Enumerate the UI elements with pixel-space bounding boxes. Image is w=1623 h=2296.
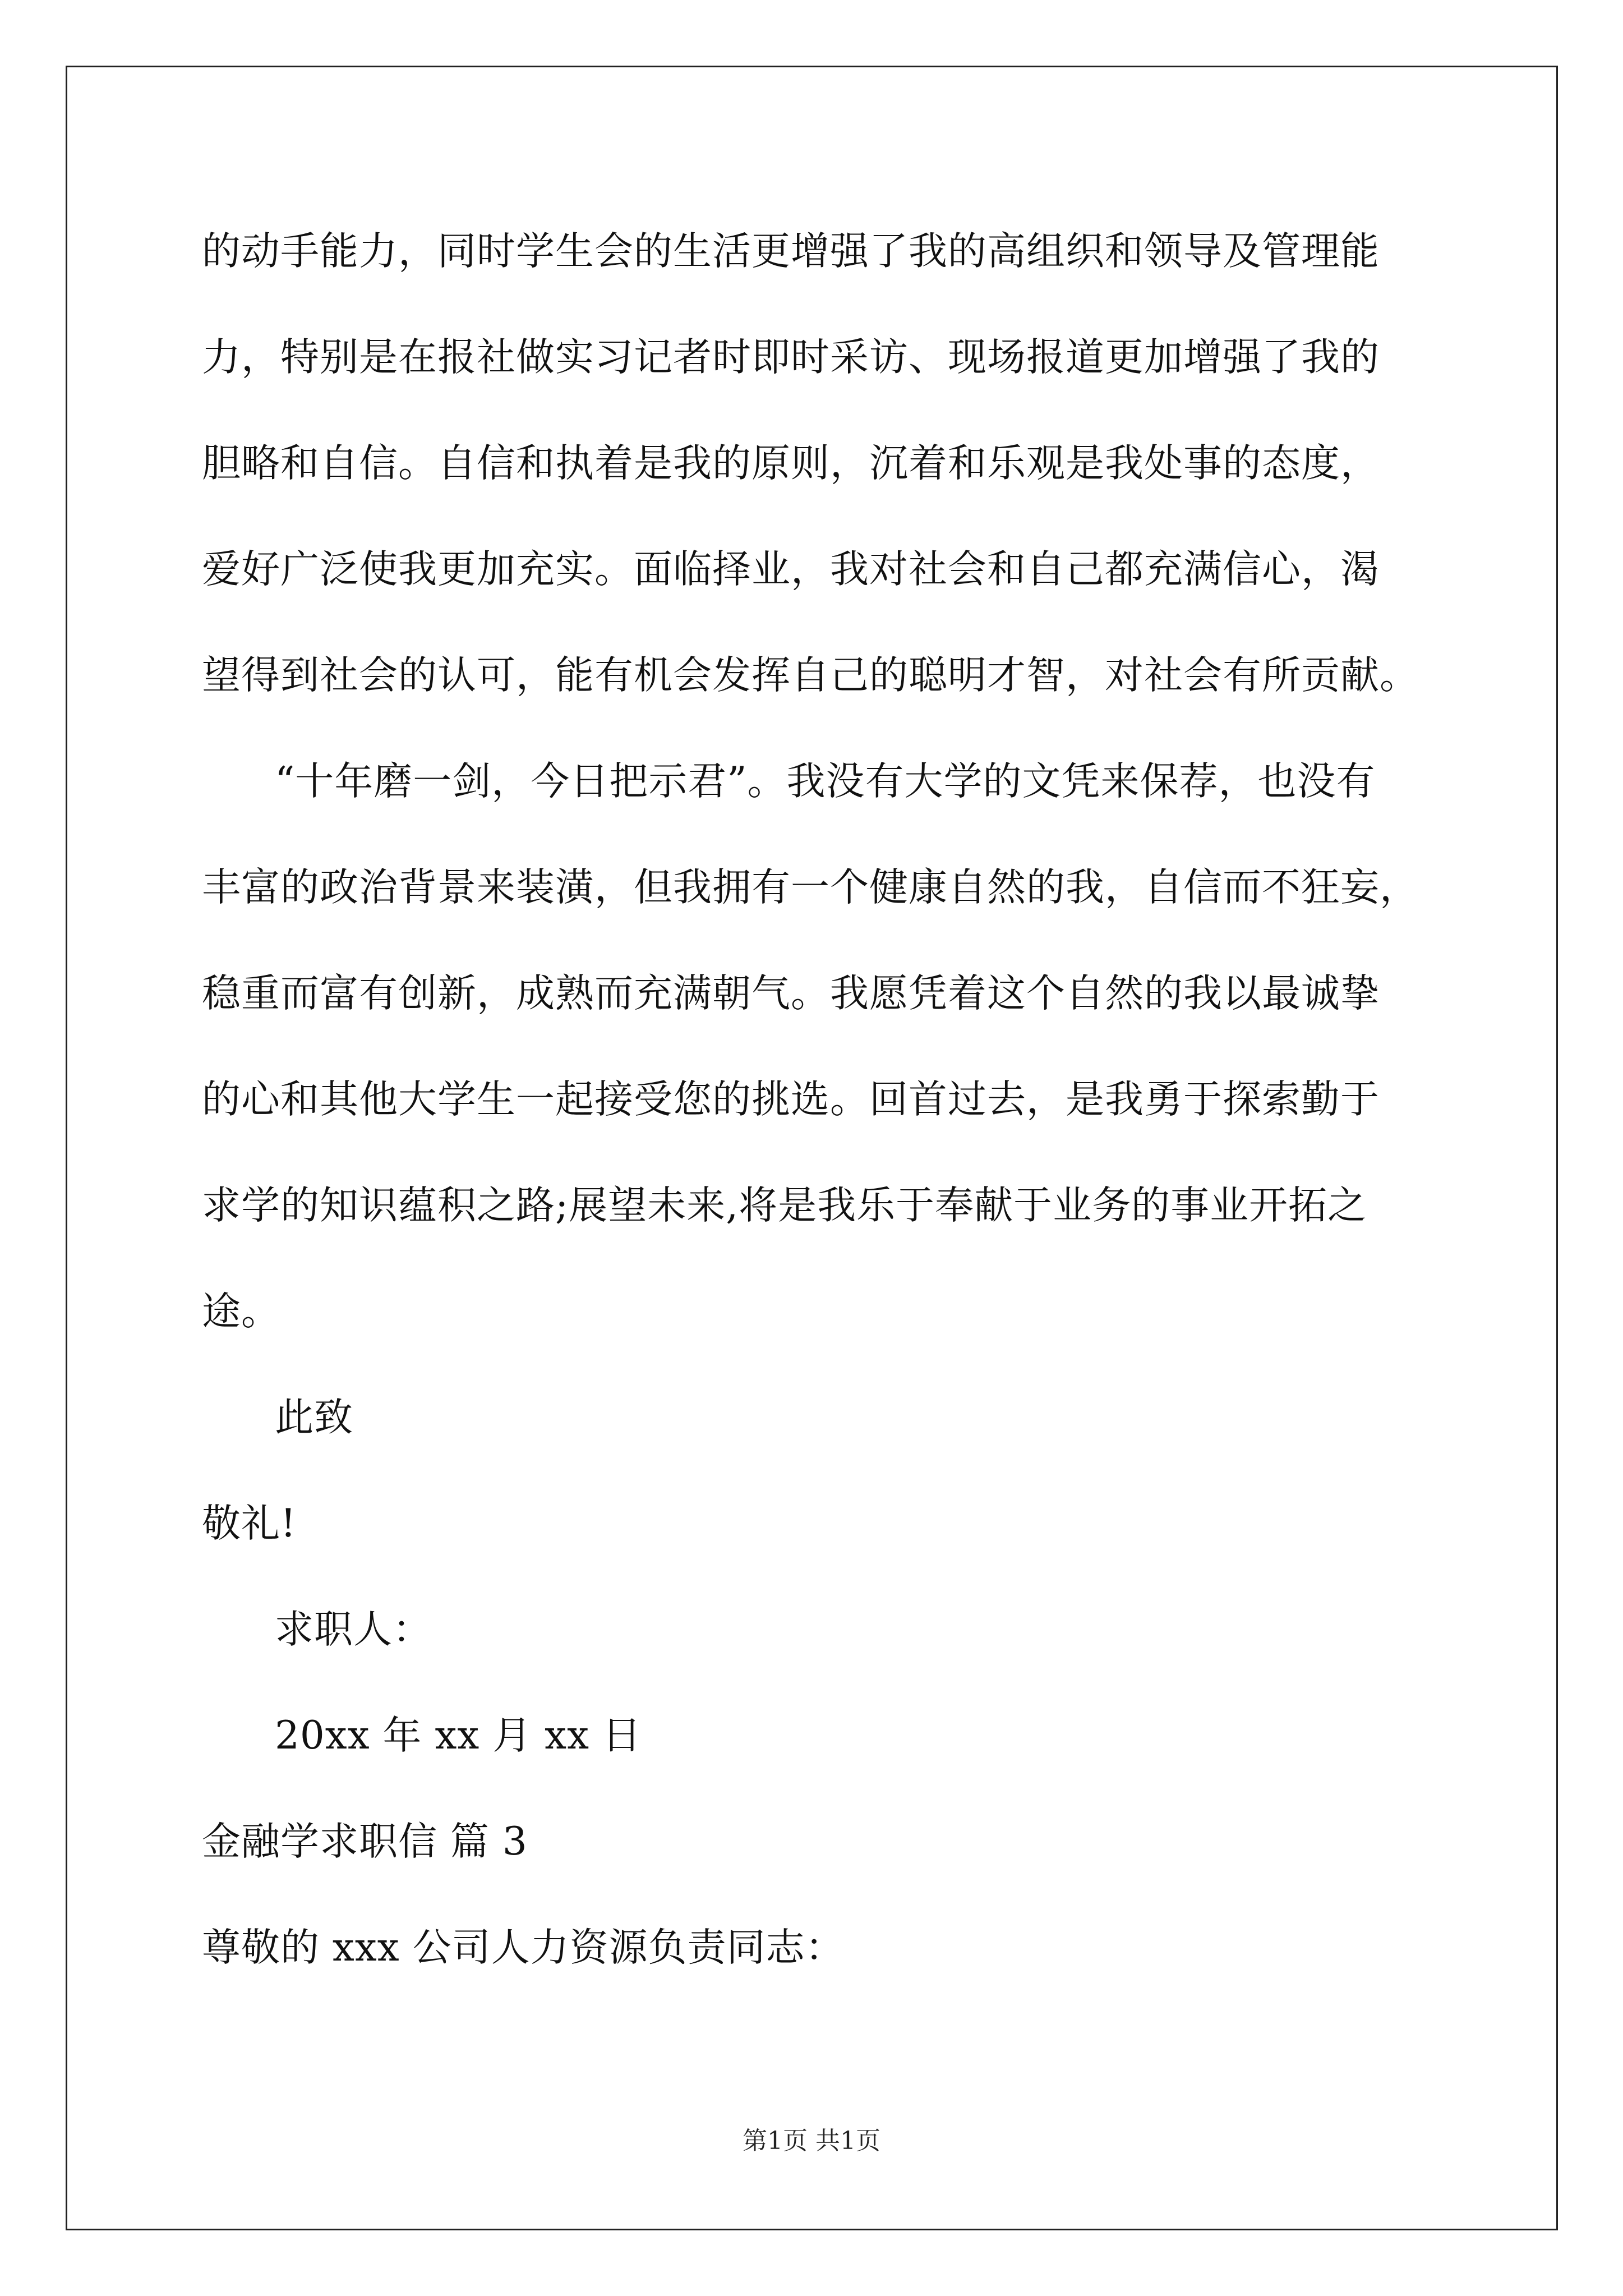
closing-regards: 敬礼! xyxy=(202,1501,297,1546)
body-line-10: 求学的知识蕴积之路;展望未来,将是我乐于奉献于业务的事业开拓之 xyxy=(202,1183,1367,1228)
body-line-4: 爱好广泛使我更加充实。面临择业，我对社会和自己都充满信心，渴 xyxy=(202,547,1380,592)
body-line-7: 丰富的政治背景来装潢，但我拥有一个健康自然的我，自信而不狂妄， xyxy=(202,865,1419,910)
page-number-footer: 第1页 共1页 xyxy=(743,2127,880,2155)
body-line-2: 力，特别是在报社做实习记者时即时采访、现场报道更加增强了我的 xyxy=(202,335,1380,380)
body-line-9: 的心和其他大学生一起接受您的挑选。回首过去，是我勇于探索勤于 xyxy=(202,1077,1380,1122)
closing-salutation: 此致 xyxy=(275,1395,353,1440)
body-line-5: 望得到社会的认可，能有机会发挥自己的聪明才智，对社会有所贡献。 xyxy=(202,653,1419,698)
section-heading: 金融学求职信 篇 3 xyxy=(202,1819,528,1864)
greeting-line: 尊敬的 xxx 公司人力资源负责同志： xyxy=(202,1925,845,1970)
body-line-3: 胆略和自信。自信和执着是我的原则，沉着和乐观是我处事的态度， xyxy=(202,441,1380,486)
body-line-1: 的动手能力，同时学生会的生活更增强了我的高组织和领导及管理能 xyxy=(202,229,1380,274)
body-line-8: 稳重而富有创新，成熟而充满朝气。我愿凭着这个自然的我以最诚挚 xyxy=(202,971,1380,1016)
page-border xyxy=(66,66,1558,2230)
body-line-6: “十年磨一剑，今日把示君”。我没有大学的文凭来保荐，也没有 xyxy=(275,759,1376,804)
letter-date: 20xx 年 xx 月 xx 日 xyxy=(275,1713,642,1758)
body-line-11: 途。 xyxy=(202,1289,280,1334)
applicant-label: 求职人： xyxy=(275,1607,432,1652)
